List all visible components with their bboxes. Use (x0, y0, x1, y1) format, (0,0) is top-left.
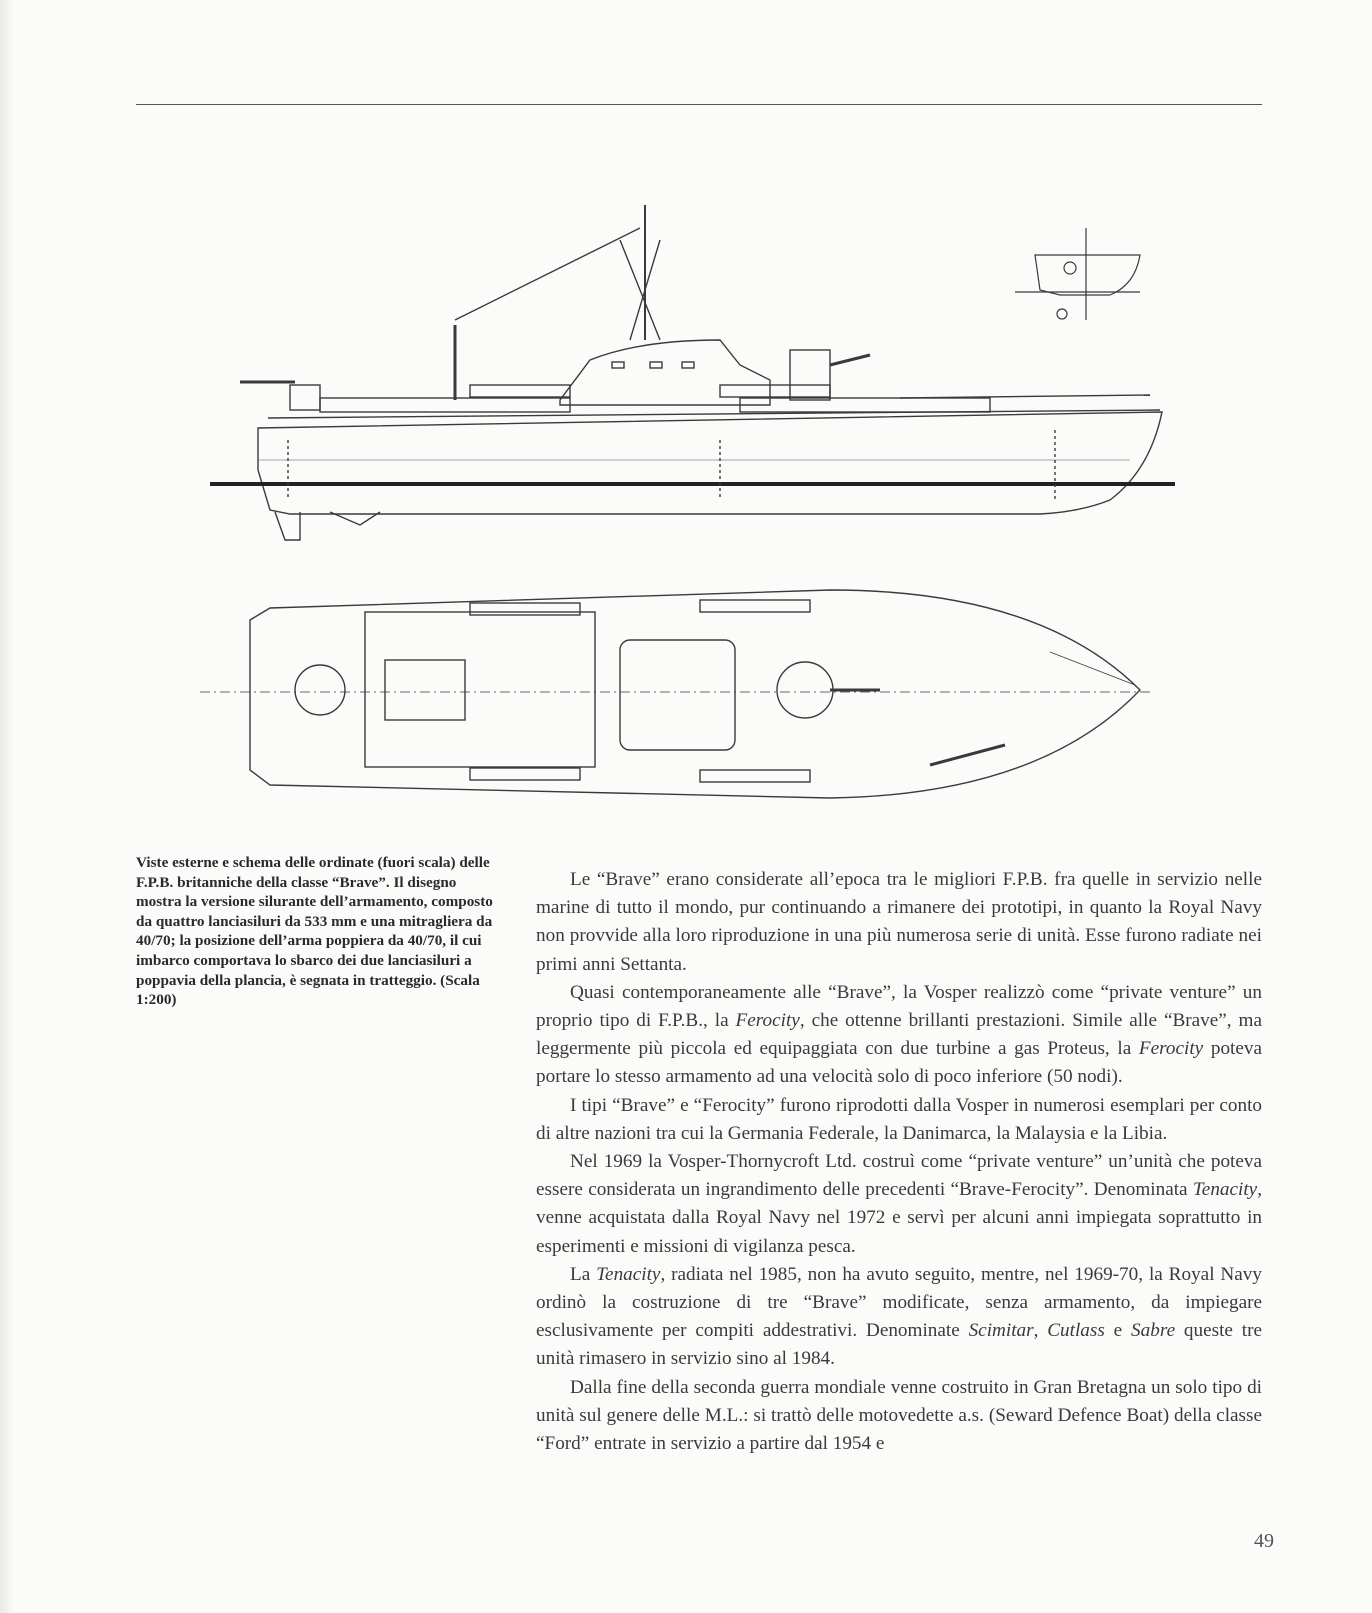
paragraph (536, 1148, 1262, 1261)
italic-ship-name: Ferocity (1138, 1038, 1204, 1060)
plan-view (200, 590, 1150, 798)
text-run: La (570, 1263, 597, 1285)
paragraph (536, 979, 1262, 1092)
italic-ship-name: Ferocity (735, 1010, 800, 1032)
frame-sections-view (1015, 228, 1140, 320)
text-run: Nel 1969 la Vosper-Thornycroft Ltd. costruì come “private venture” un’unità che poteva essere considerata un ingrandimento delle precedenti “Brave-Ferocity”. Denominata (536, 1151, 1262, 1201)
text-run: , che ottenne brillanti prestazioni. Simile alle “Brave”, ma leggermente più piccola ed equipaggiata con due turbine a gas Proteus, la (536, 1010, 1262, 1060)
text-run: , (1033, 1320, 1048, 1342)
page-number: 49 (1254, 1530, 1274, 1552)
text-run: , venne acquistata dalla Royal Navy nel 1972 e servì per alcuni anni impiegata soprattutto in esperimenti e missioni di vigilanza pesca. (536, 1179, 1262, 1257)
figure-caption: Viste esterne e schema delle ordinate (fuori scala) delle F.P.B. britanniche della classe “Brave”. Il disegno mostra la versione silurante dell’armamento, composto da quattro lanciasiluri da 533 mm e una mitragliera da 40/70; la posizione dell’arma poppiera da 40/70, il cui imbarco comportava lo sbarco dei due lanciasiluri a poppavia della plancia, è segnata in tratteggio. (Scala 1:200) (136, 854, 493, 1009)
paragraph (536, 1374, 1262, 1459)
article-body (536, 866, 1262, 1458)
text-run: Quasi contemporaneamente alle “Brave”, la Vosper realizzò come “private venture” un proprio tipo di F.P.B., la (536, 981, 1262, 1032)
paragraph (536, 866, 1262, 979)
text-run: I tipi “Brave” e “Ferocity” furono riprodotti dalla Vosper in numerosi esemplari per conto di altre nazioni tra cui la Germania Federale, la Danimarca, la Malaysia e la Libia. (536, 1094, 1262, 1144)
text-run: Dalla fine della seconda guerra mondiale venne costruito in Gran Bretagna un solo tipo di unità sul genere delle M.L.: si trattò delle motovedette a.s. (Seward Defence Boat) della classe “Ford” entrate in servizio a partire dal 1954 e (536, 1376, 1262, 1455)
text-run: Le “Brave” erano considerate all’epoca tra le migliori F.P.B. fra quelle in servizio nelle marine di tutto il mondo, pur continuando a rimanere dei prototipi, in quanto la Royal Navy non provvide alla loro riproduzione in una più numerosa serie di unità. Esse furono radiate nei primi anni Settanta. (536, 869, 1262, 975)
italic-ship-name: Tenacity (1192, 1179, 1258, 1201)
italic-ship-name: Tenacity (596, 1263, 661, 1285)
italic-ship-name: Cutlass (1047, 1320, 1105, 1342)
side-profile-view (210, 205, 1175, 540)
text-run: poteva portare lo stesso armamento ad una velocità solo di poco inferiore (50 nodi). (536, 1038, 1262, 1088)
text-run: e (1104, 1320, 1132, 1342)
paragraph (536, 1092, 1262, 1148)
text-run: , radiata nel 1985, non ha avuto seguito, mentre, nel 1969-70, la Royal Navy ordinò la costruzione di tre “Brave” modificate, senza armamento, da impiegare esclusivamente per compiti addestrativi. Denominate (536, 1263, 1262, 1342)
italic-ship-name: Scimitar (968, 1320, 1034, 1342)
paragraph (536, 1261, 1262, 1374)
italic-ship-name: Sabre (1131, 1320, 1176, 1342)
text-run: queste tre unità rimasero in servizio sino al 1984. (536, 1320, 1263, 1370)
